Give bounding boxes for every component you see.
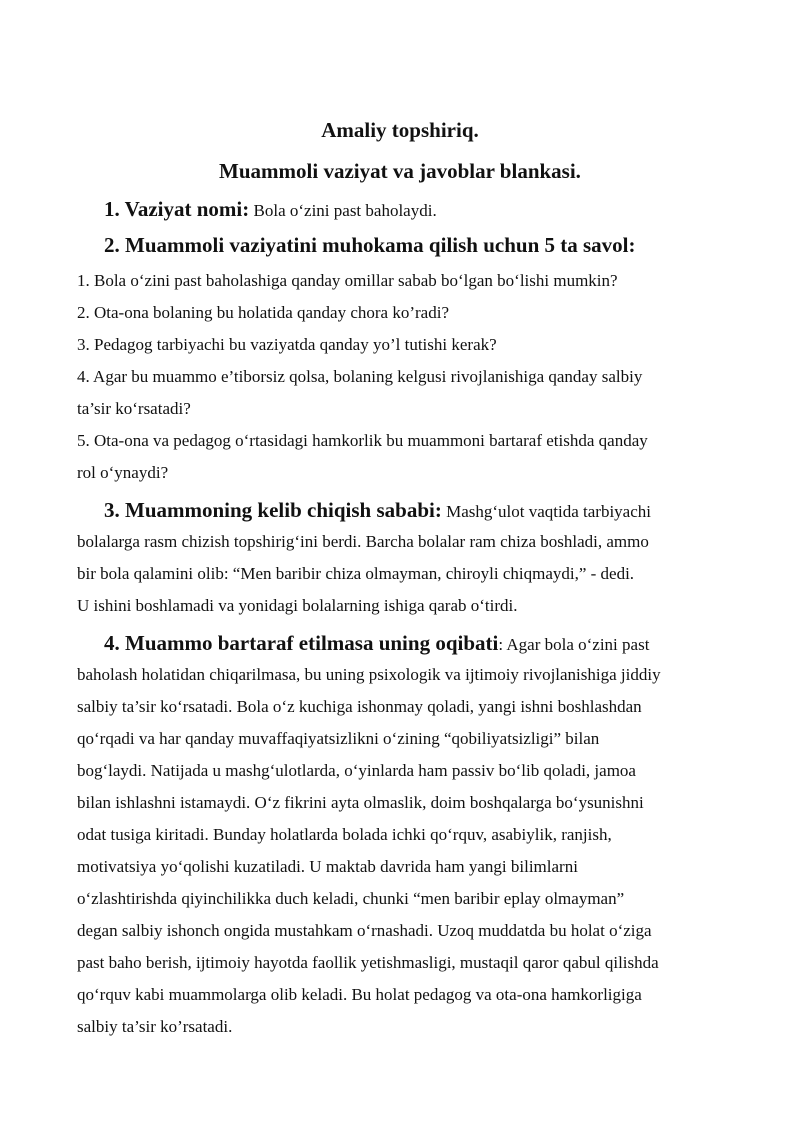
- paragraph-line: U ishini boshlamadi va yonidagi bolalarning ishiga qarab o‘tirdi.: [77, 596, 518, 615]
- section-4-heading: 4. Muammo bartaraf etilmasa uning oqibati: [104, 631, 499, 655]
- section-3-cause: [77, 494, 737, 622]
- paragraph-line: qo‘rquv kabi muammolarga olib keladi. Bu holat pedagog va ota-ona hamkorligiga: [77, 985, 642, 1004]
- question-line: 1. Bola o‘zini past baholashiga qanday omillar sabab bo‘lgan bo‘lishi mumkin?: [77, 271, 618, 290]
- questions-list: [77, 265, 737, 489]
- paragraph-line: : Agar bola o‘zini past: [498, 635, 650, 654]
- paragraph-line: bog‘laydi. Natijada u mashg‘ulotlarda, o‘yinlarda ham passiv bo‘lib qoladi, jamoa: [77, 761, 636, 780]
- question-line: 2. Ota-ona bolaning bu holatida qanday chora ko’radi?: [77, 303, 449, 322]
- section-4-consequence: [77, 627, 737, 1043]
- question-line: 5. Ota-ona va pedagog o‘rtasidagi hamkorlik bu muammoni bartaraf etishda qanday: [77, 431, 648, 450]
- section-1-heading: 1. Vaziyat nomi:: [104, 197, 250, 221]
- paragraph-line: salbiy ta’sir ko’rsatadi.: [77, 1017, 233, 1036]
- paragraph-line: motivatsiya yo‘qolishi kuzatiladi. U maktab davrida ham yangi bilimlarni: [77, 857, 578, 876]
- paragraph-line: baholash holatidan chiqarilmasa, bu uning psixologik va ijtimoiy rivojlanishiga jiddiy: [77, 665, 661, 684]
- section-2-heading: 2. Muammoli vaziyatini muhokama qilish uchun 5 ta savol:: [104, 233, 636, 257]
- paragraph-line: o‘zlashtirishda qiyinchilikka duch keladi, chunki “men baribir eplay olmayman”: [77, 889, 625, 908]
- section-3-first-line: [77, 494, 737, 526]
- paragraph-line: salbiy ta’sir ko‘rsatadi. Bola o‘z kuchiga ishonmay qoladi, yangi ishni boshlashdan: [77, 697, 642, 716]
- question-line: ta’sir ko‘rsatadi?: [77, 399, 191, 418]
- question-line: 4. Agar bu muammo e’tiborsiz qolsa, bolaning kelgusi rivojlanishiga qanday salbiy: [77, 367, 643, 386]
- paragraph-line: past baho berish, ijtimoiy hayotda faollik yetishmasligi, mustaqil qaror qabul qilishda: [77, 953, 659, 972]
- question-line: 3. Pedagog tarbiyachi bu vaziyatda qanday yo’l tutishi kerak?: [77, 335, 497, 354]
- section-1-text: Bola o‘zini past baholaydi.: [249, 201, 437, 220]
- paragraph-line: bilan ishlashni istamaydi. O‘z fikrini ayta olmaslik, doim boshqalarga bo‘ysunishni: [77, 793, 644, 812]
- section-1-situation-name: [104, 197, 437, 222]
- document-title: Amaliy topshiriq.: [321, 118, 479, 142]
- paragraph-line: odat tusiga kiritadi. Bunday holatlarda bolada ichki qo‘rquv, asabiylik, ranjish,: [77, 825, 612, 844]
- section-3-heading: 3. Muammoning kelib chiqish sababi:: [104, 498, 442, 522]
- paragraph-line: Mashg‘ulot vaqtida tarbiyachi: [441, 502, 651, 521]
- section-4-first-line: [77, 627, 737, 659]
- document-subtitle: Muammoli vaziyat va javoblar blankasi.: [219, 159, 581, 183]
- paragraph-line: bolalarga rasm chizish topshirig‘ini berdi. Barcha bolalar ram chiza boshladi, ammo: [77, 532, 649, 551]
- paragraph-line: bir bola qalamini olib: “Men baribir chiza olmayman, chiroyli chiqmaydi,” - dedi.: [77, 564, 635, 583]
- paragraph-line: qo‘rqadi va har qanday muvaffaqiyatsizlikni o‘zining “qobiliyatsizligi” bilan: [77, 729, 600, 748]
- question-line: rol o‘ynaydi?: [77, 463, 169, 482]
- paragraph-line: degan salbiy ishonch ongida mustahkam o‘rnashadi. Uzoq muddatda bu holat o‘ziga: [77, 921, 652, 940]
